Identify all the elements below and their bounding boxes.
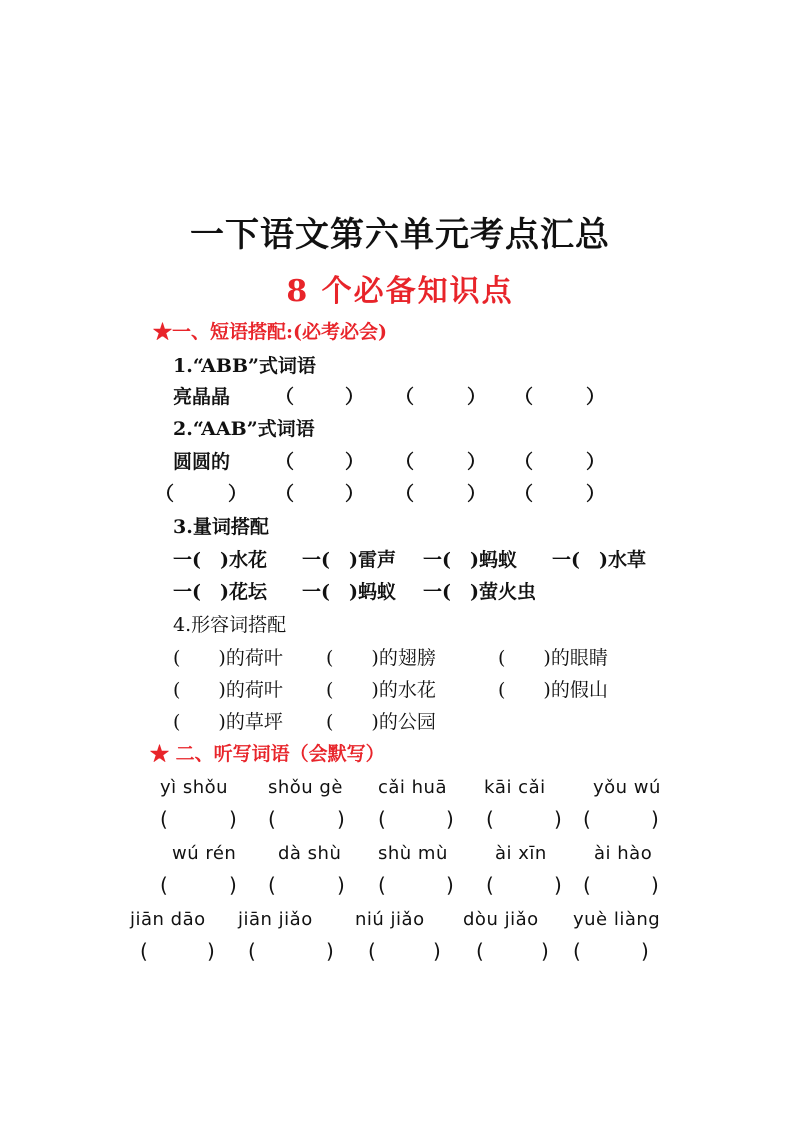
answer-paren-close: ) bbox=[229, 807, 237, 831]
part-3-heading: 3.量词搭配 bbox=[173, 516, 269, 538]
blank-open: （ bbox=[514, 451, 534, 473]
answer-paren-open: ( bbox=[486, 873, 494, 897]
word-label: 圆圆的 bbox=[173, 451, 231, 473]
blank-close: ） bbox=[345, 483, 365, 505]
pinyin-item: jiān dāo bbox=[130, 909, 206, 930]
blank-close: ） bbox=[586, 451, 606, 473]
answer-paren-close: ) bbox=[541, 939, 549, 963]
answer-paren-close: ) bbox=[651, 873, 659, 897]
blank-close: ） bbox=[467, 483, 487, 505]
part-1-heading: 1.“ABB”式词语 bbox=[173, 355, 316, 377]
blank-close: ） bbox=[345, 386, 365, 408]
pinyin-item: cǎi huā bbox=[378, 777, 447, 798]
adjective-item: ( )的荷叶 bbox=[173, 679, 283, 701]
adjective-item: ( )的草坪 bbox=[173, 711, 283, 733]
answer-paren-open: ( bbox=[160, 807, 168, 831]
adjective-item: ( )的翅膀 bbox=[326, 647, 436, 669]
measure-word-item: 一( )水花 bbox=[173, 549, 267, 571]
answer-paren-open: ( bbox=[160, 873, 168, 897]
answer-paren-close: ) bbox=[554, 807, 562, 831]
pinyin-item: wú rén bbox=[172, 843, 237, 864]
page-title: 一下语文第六单元考点汇总 bbox=[190, 215, 610, 255]
blank-open: （ bbox=[514, 386, 534, 408]
answer-paren-close: ) bbox=[641, 939, 649, 963]
pinyin-item: shù mù bbox=[378, 843, 448, 864]
word-label: 亮晶晶 bbox=[173, 386, 231, 408]
measure-word-item: 一( )蚂蚁 bbox=[302, 581, 396, 603]
pinyin-item: ài xīn bbox=[495, 843, 547, 864]
pinyin-item: yuè liàng bbox=[573, 909, 661, 930]
blank-close: ） bbox=[586, 483, 606, 505]
blank-open: （ bbox=[395, 451, 415, 473]
answer-paren-close: ) bbox=[337, 807, 345, 831]
part-2-heading: 2.“AAB”式词语 bbox=[173, 418, 315, 440]
blank-open: （ bbox=[395, 386, 415, 408]
blank-open: （ bbox=[155, 483, 175, 505]
answer-paren-open: ( bbox=[268, 873, 276, 897]
answer-paren-open: ( bbox=[573, 939, 581, 963]
pinyin-item: jiān jiǎo bbox=[238, 909, 313, 930]
part-4-heading: 4.形容词搭配 bbox=[173, 614, 287, 636]
measure-word-item: 一( )雷声 bbox=[302, 549, 396, 571]
answer-paren-open: ( bbox=[268, 807, 276, 831]
blank-close: ） bbox=[345, 451, 365, 473]
answer-paren-close: ) bbox=[446, 873, 454, 897]
answer-paren-open: ( bbox=[378, 873, 386, 897]
answer-paren-close: ) bbox=[554, 873, 562, 897]
pinyin-item: niú jiǎo bbox=[355, 909, 425, 930]
section-1-heading: ★一、短语搭配:(必考必会) bbox=[153, 321, 387, 343]
answer-paren-open: ( bbox=[476, 939, 484, 963]
adjective-item: ( )的假山 bbox=[498, 679, 608, 701]
adjective-item: ( )的荷叶 bbox=[173, 647, 283, 669]
blank-close: ） bbox=[467, 386, 487, 408]
measure-word-item: 一( )花坛 bbox=[173, 581, 267, 603]
blank-open: （ bbox=[275, 451, 295, 473]
answer-paren-close: ) bbox=[207, 939, 215, 963]
answer-paren-open: ( bbox=[248, 939, 256, 963]
answer-paren-open: ( bbox=[583, 807, 591, 831]
blank-open: （ bbox=[395, 483, 415, 505]
section-2-heading: ★ 二、听写词语（会默写） bbox=[150, 743, 385, 765]
answer-paren-close: ) bbox=[651, 807, 659, 831]
pinyin-item: yǒu wú bbox=[593, 777, 661, 798]
answer-paren-close: ) bbox=[433, 939, 441, 963]
pinyin-item: shǒu gè bbox=[268, 777, 343, 798]
blank-close: ） bbox=[586, 386, 606, 408]
pinyin-item: kāi cǎi bbox=[484, 777, 546, 798]
measure-word-item: 一( )蚂蚁 bbox=[423, 549, 517, 571]
answer-paren-open: ( bbox=[140, 939, 148, 963]
answer-paren-close: ) bbox=[337, 873, 345, 897]
measure-word-item: 一( )水草 bbox=[552, 549, 646, 571]
answer-paren-close: ) bbox=[229, 873, 237, 897]
blank-close: ） bbox=[467, 451, 487, 473]
answer-paren-close: ) bbox=[446, 807, 454, 831]
answer-paren-open: ( bbox=[378, 807, 386, 831]
blank-open: （ bbox=[275, 386, 295, 408]
blank-open: （ bbox=[275, 483, 295, 505]
pinyin-item: dòu jiǎo bbox=[463, 909, 539, 930]
blank-close: ） bbox=[228, 483, 248, 505]
answer-paren-open: ( bbox=[486, 807, 494, 831]
pinyin-item: dà shù bbox=[278, 843, 342, 864]
page-subtitle: 8 个必备知识点 bbox=[286, 274, 514, 309]
measure-word-item: 一( )萤火虫 bbox=[423, 581, 536, 603]
adjective-item: ( )的公园 bbox=[326, 711, 436, 733]
pinyin-item: ài hào bbox=[594, 843, 653, 864]
adjective-item: ( )的水花 bbox=[326, 679, 436, 701]
answer-paren-close: ) bbox=[326, 939, 334, 963]
blank-open: （ bbox=[514, 483, 534, 505]
adjective-item: ( )的眼睛 bbox=[498, 647, 608, 669]
pinyin-item: yì shǒu bbox=[160, 777, 229, 798]
answer-paren-open: ( bbox=[583, 873, 591, 897]
answer-paren-open: ( bbox=[368, 939, 376, 963]
